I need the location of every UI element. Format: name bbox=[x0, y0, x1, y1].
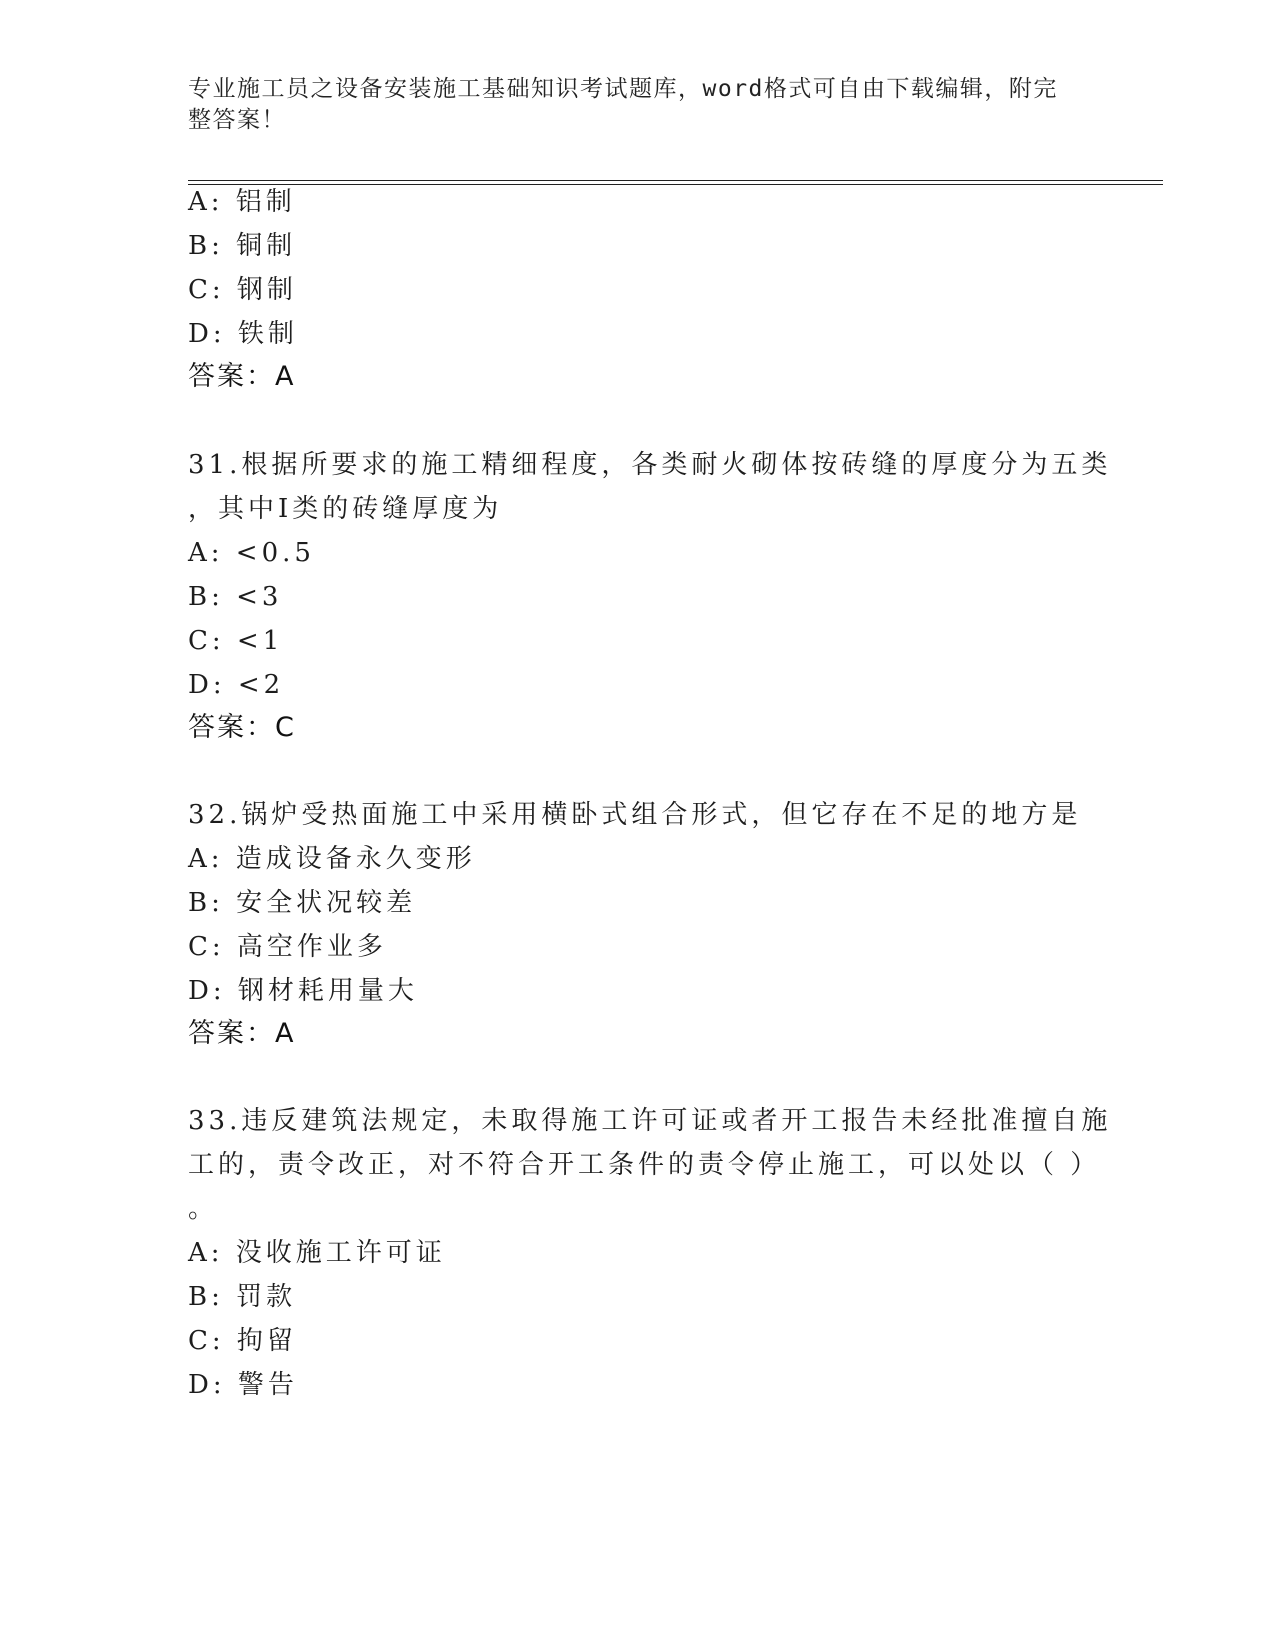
q31-option-b: B: <3 bbox=[188, 582, 283, 612]
q33-stem-line-3: 。 bbox=[188, 1194, 219, 1224]
q32-option-b: B: 安全状况较差 bbox=[188, 888, 417, 918]
q32-stem-line-1: 32.锅炉受热面施工中采用横卧式组合形式，但它存在不足的地方是 bbox=[188, 800, 1082, 830]
q32-option-d: D: 钢材耗用量大 bbox=[188, 976, 418, 1006]
header-line-1: 专业施工员之设备安装施工基础知识考试题库，word格式可自由下载编辑，附完 bbox=[188, 76, 1058, 102]
q33-option-c: C: 拘留 bbox=[188, 1326, 297, 1356]
q33-stem-line-2: 工的，责令改正，对不符合开工条件的责令停止施工，可以处以（ ） bbox=[188, 1150, 1101, 1180]
prev-answer: 答案：A bbox=[188, 361, 296, 392]
q31-option-d: D: <2 bbox=[188, 670, 285, 700]
prev-option-c: C: 钢制 bbox=[188, 275, 297, 305]
q31-stem-line-1: 31.根据所要求的施工精细程度，各类耐火砌体按砖缝的厚度分为五类 bbox=[188, 450, 1112, 480]
prev-option-a: A: 铝制 bbox=[188, 187, 296, 217]
q33-option-d: D: 警告 bbox=[188, 1370, 298, 1400]
prev-option-b: B: 铜制 bbox=[188, 231, 297, 261]
header-divider-top bbox=[188, 180, 1163, 181]
prev-option-d: D: 铁制 bbox=[188, 319, 298, 349]
header-divider-bottom bbox=[188, 184, 1163, 185]
q33-stem-line-1: 33.违反建筑法规定，未取得施工许可证或者开工报告未经批准擅自施 bbox=[188, 1106, 1112, 1136]
q32-option-a: A: 造成设备永久变形 bbox=[188, 844, 476, 874]
q32-option-c: C: 高空作业多 bbox=[188, 932, 387, 962]
q33-option-b: B: 罚款 bbox=[188, 1282, 297, 1312]
q31-option-a: A: <0.5 bbox=[188, 538, 315, 568]
q33-option-a: A: 没收施工许可证 bbox=[188, 1238, 446, 1268]
q31-answer: 答案：C bbox=[188, 712, 296, 743]
q32-answer: 答案：A bbox=[188, 1018, 296, 1049]
q31-option-c: C: <1 bbox=[188, 626, 284, 656]
document-header bbox=[188, 74, 1078, 136]
q31-stem-line-2: ，其中Ⅰ类的砖缝厚度为 bbox=[188, 494, 503, 524]
header-line-2: 整答案！ bbox=[188, 107, 286, 133]
